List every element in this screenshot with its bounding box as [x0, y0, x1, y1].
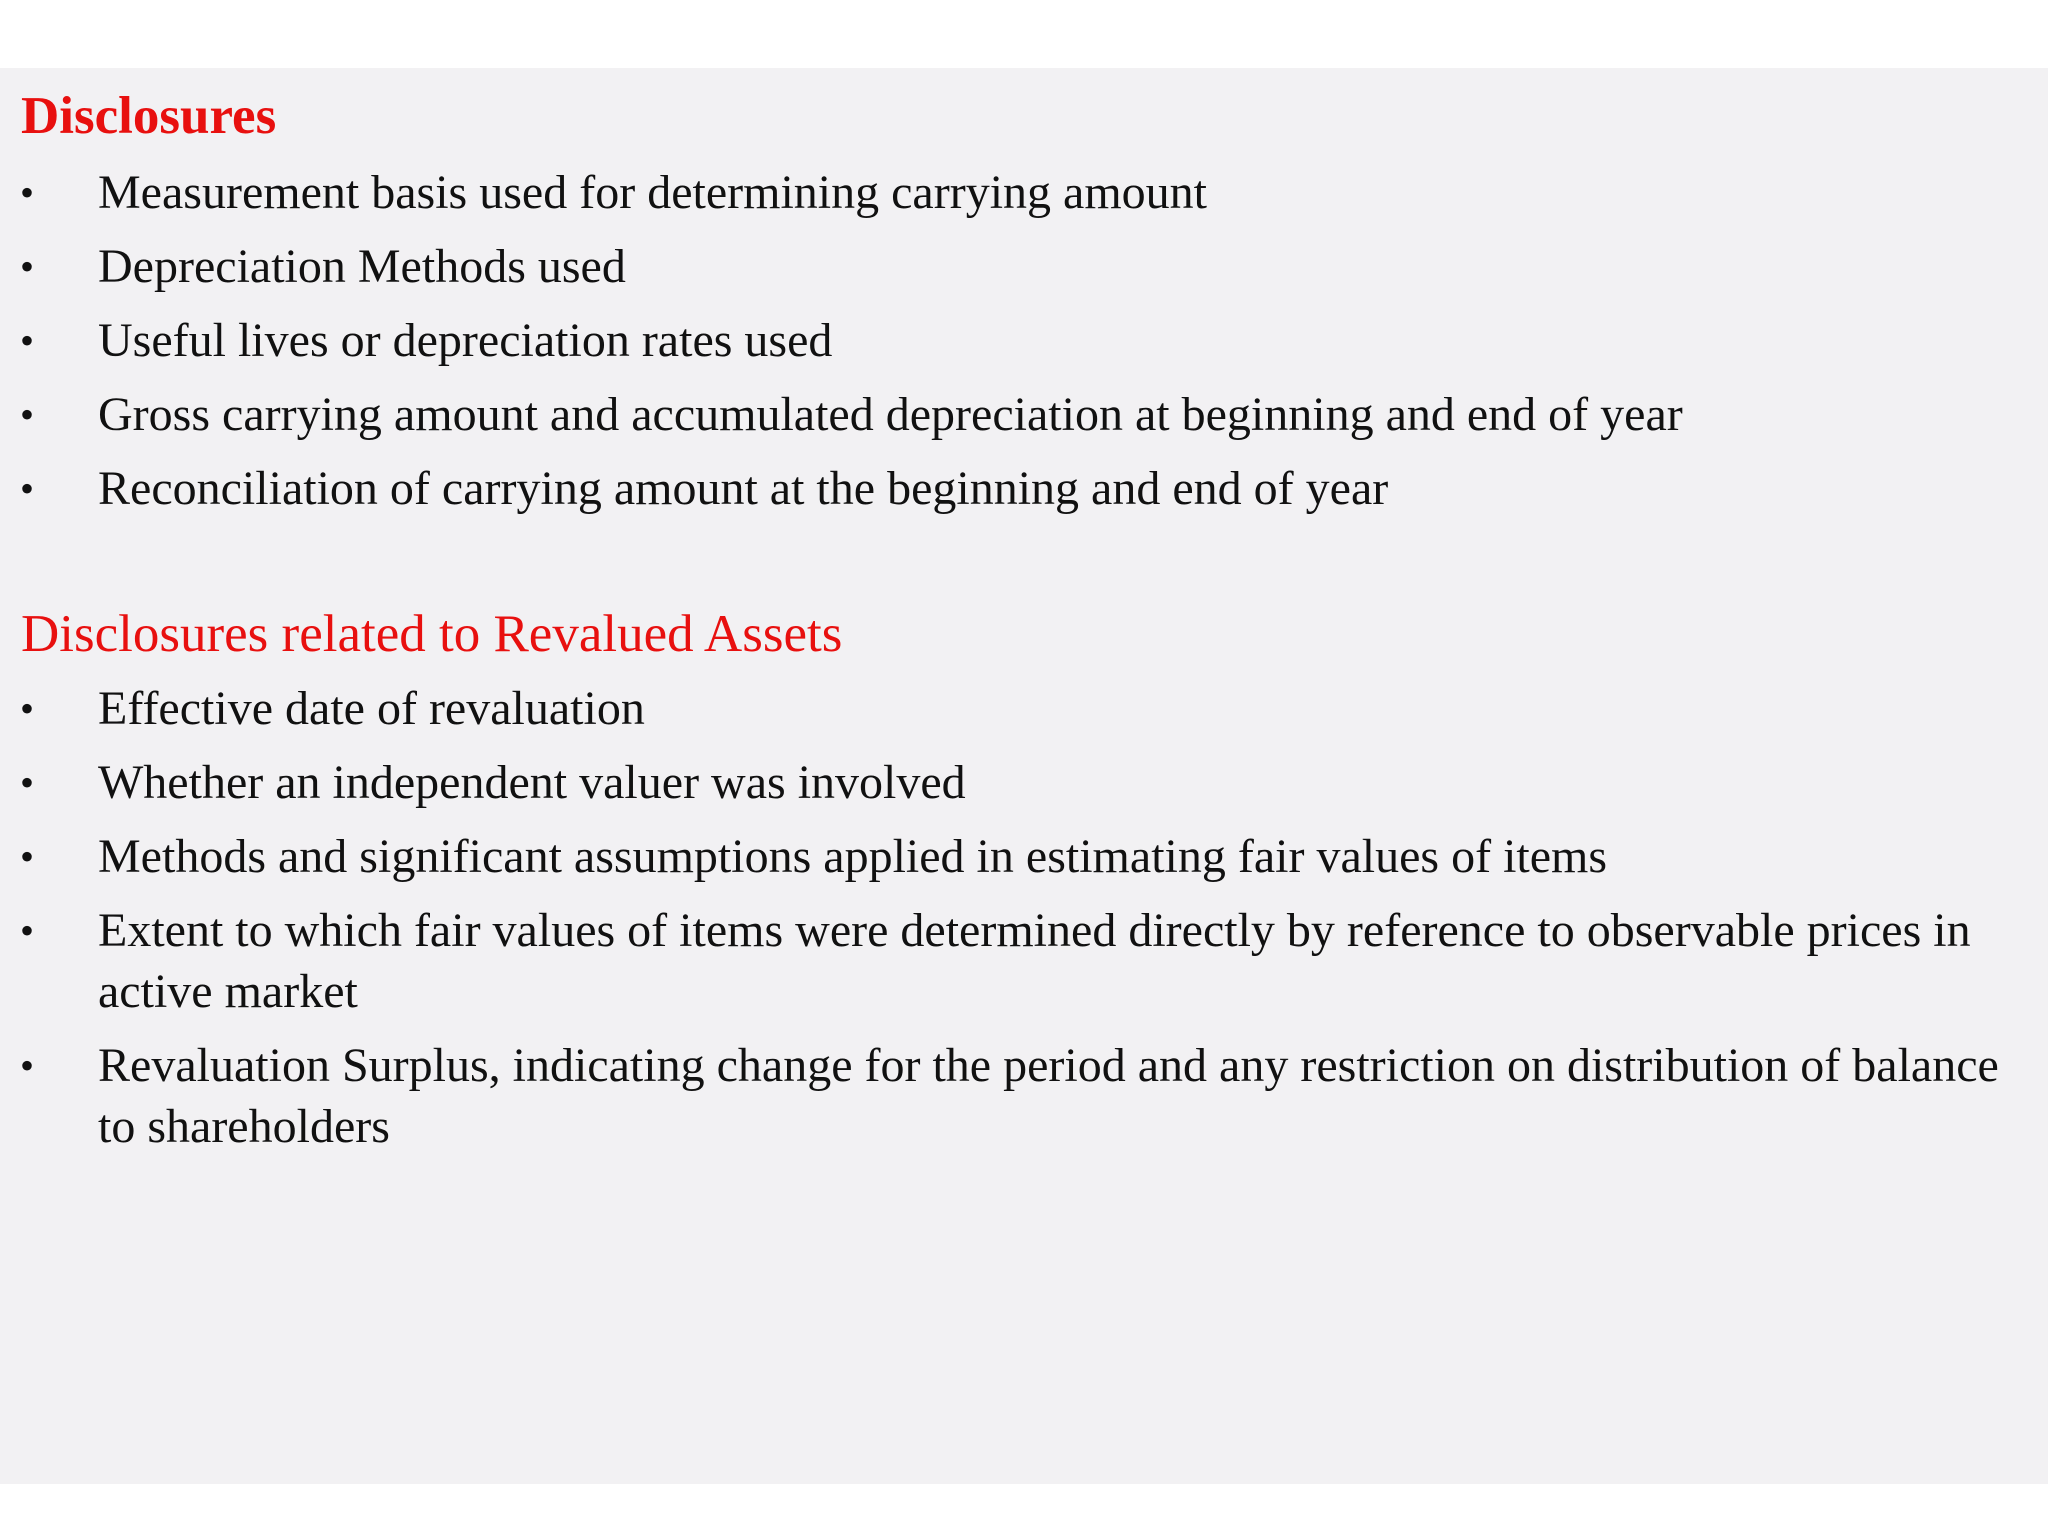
- bullet-icon: •: [20, 1043, 35, 1088]
- list-item-text: Methods and significant assumptions applied in estimating fair values of items: [98, 830, 1608, 883]
- list-item-text: Reconciliation of carrying amount at the beginning and end of year: [98, 462, 1389, 515]
- list-item: [0, 236, 2048, 297]
- bullet-icon: •: [20, 760, 35, 805]
- bullet-icon: •: [20, 392, 35, 437]
- list-item-text: Depreciation Methods used: [98, 240, 626, 293]
- list-item: [0, 1035, 2048, 1157]
- list-item: [0, 162, 2048, 223]
- list-item: [0, 826, 2048, 887]
- list-item-text: Measurement basis used for determining carrying amount: [98, 166, 1208, 219]
- list-item: [0, 384, 2048, 445]
- list-item-text: Useful lives or depreciation rates used: [98, 314, 833, 367]
- list-item-text: Extent to which fair values of items were determined directly by reference to observable prices in active market: [98, 904, 1971, 1018]
- list-item: [0, 678, 2048, 739]
- list-item: [0, 900, 2048, 1022]
- bullet-icon: •: [20, 686, 35, 731]
- list-item-text: Revaluation Surplus, indicating change for the period and any restriction on distribution of balance to shareholders: [98, 1039, 1999, 1153]
- bullet-icon: •: [20, 908, 35, 953]
- disclosures-list: [0, 162, 2048, 532]
- bullet-icon: •: [20, 834, 35, 879]
- slide: [0, 68, 2048, 1484]
- bullet-icon: •: [20, 170, 35, 215]
- list-item-text: Gross carrying amount and accumulated depreciation at beginning and end of year: [98, 388, 1683, 441]
- section-title-revalued-assets: Disclosures related to Revalued Assets: [21, 605, 843, 663]
- list-item-text: Effective date of revaluation: [98, 682, 645, 735]
- bullet-icon: •: [20, 318, 35, 363]
- revalued-assets-list: [0, 678, 2048, 1170]
- list-item-text: Whether an independent valuer was involved: [98, 756, 966, 809]
- list-item: [0, 458, 2048, 519]
- list-item: [0, 752, 2048, 813]
- bullet-icon: •: [20, 244, 35, 289]
- section-title-disclosures: Disclosures: [21, 87, 277, 145]
- list-item: [0, 310, 2048, 371]
- bullet-icon: •: [20, 466, 35, 511]
